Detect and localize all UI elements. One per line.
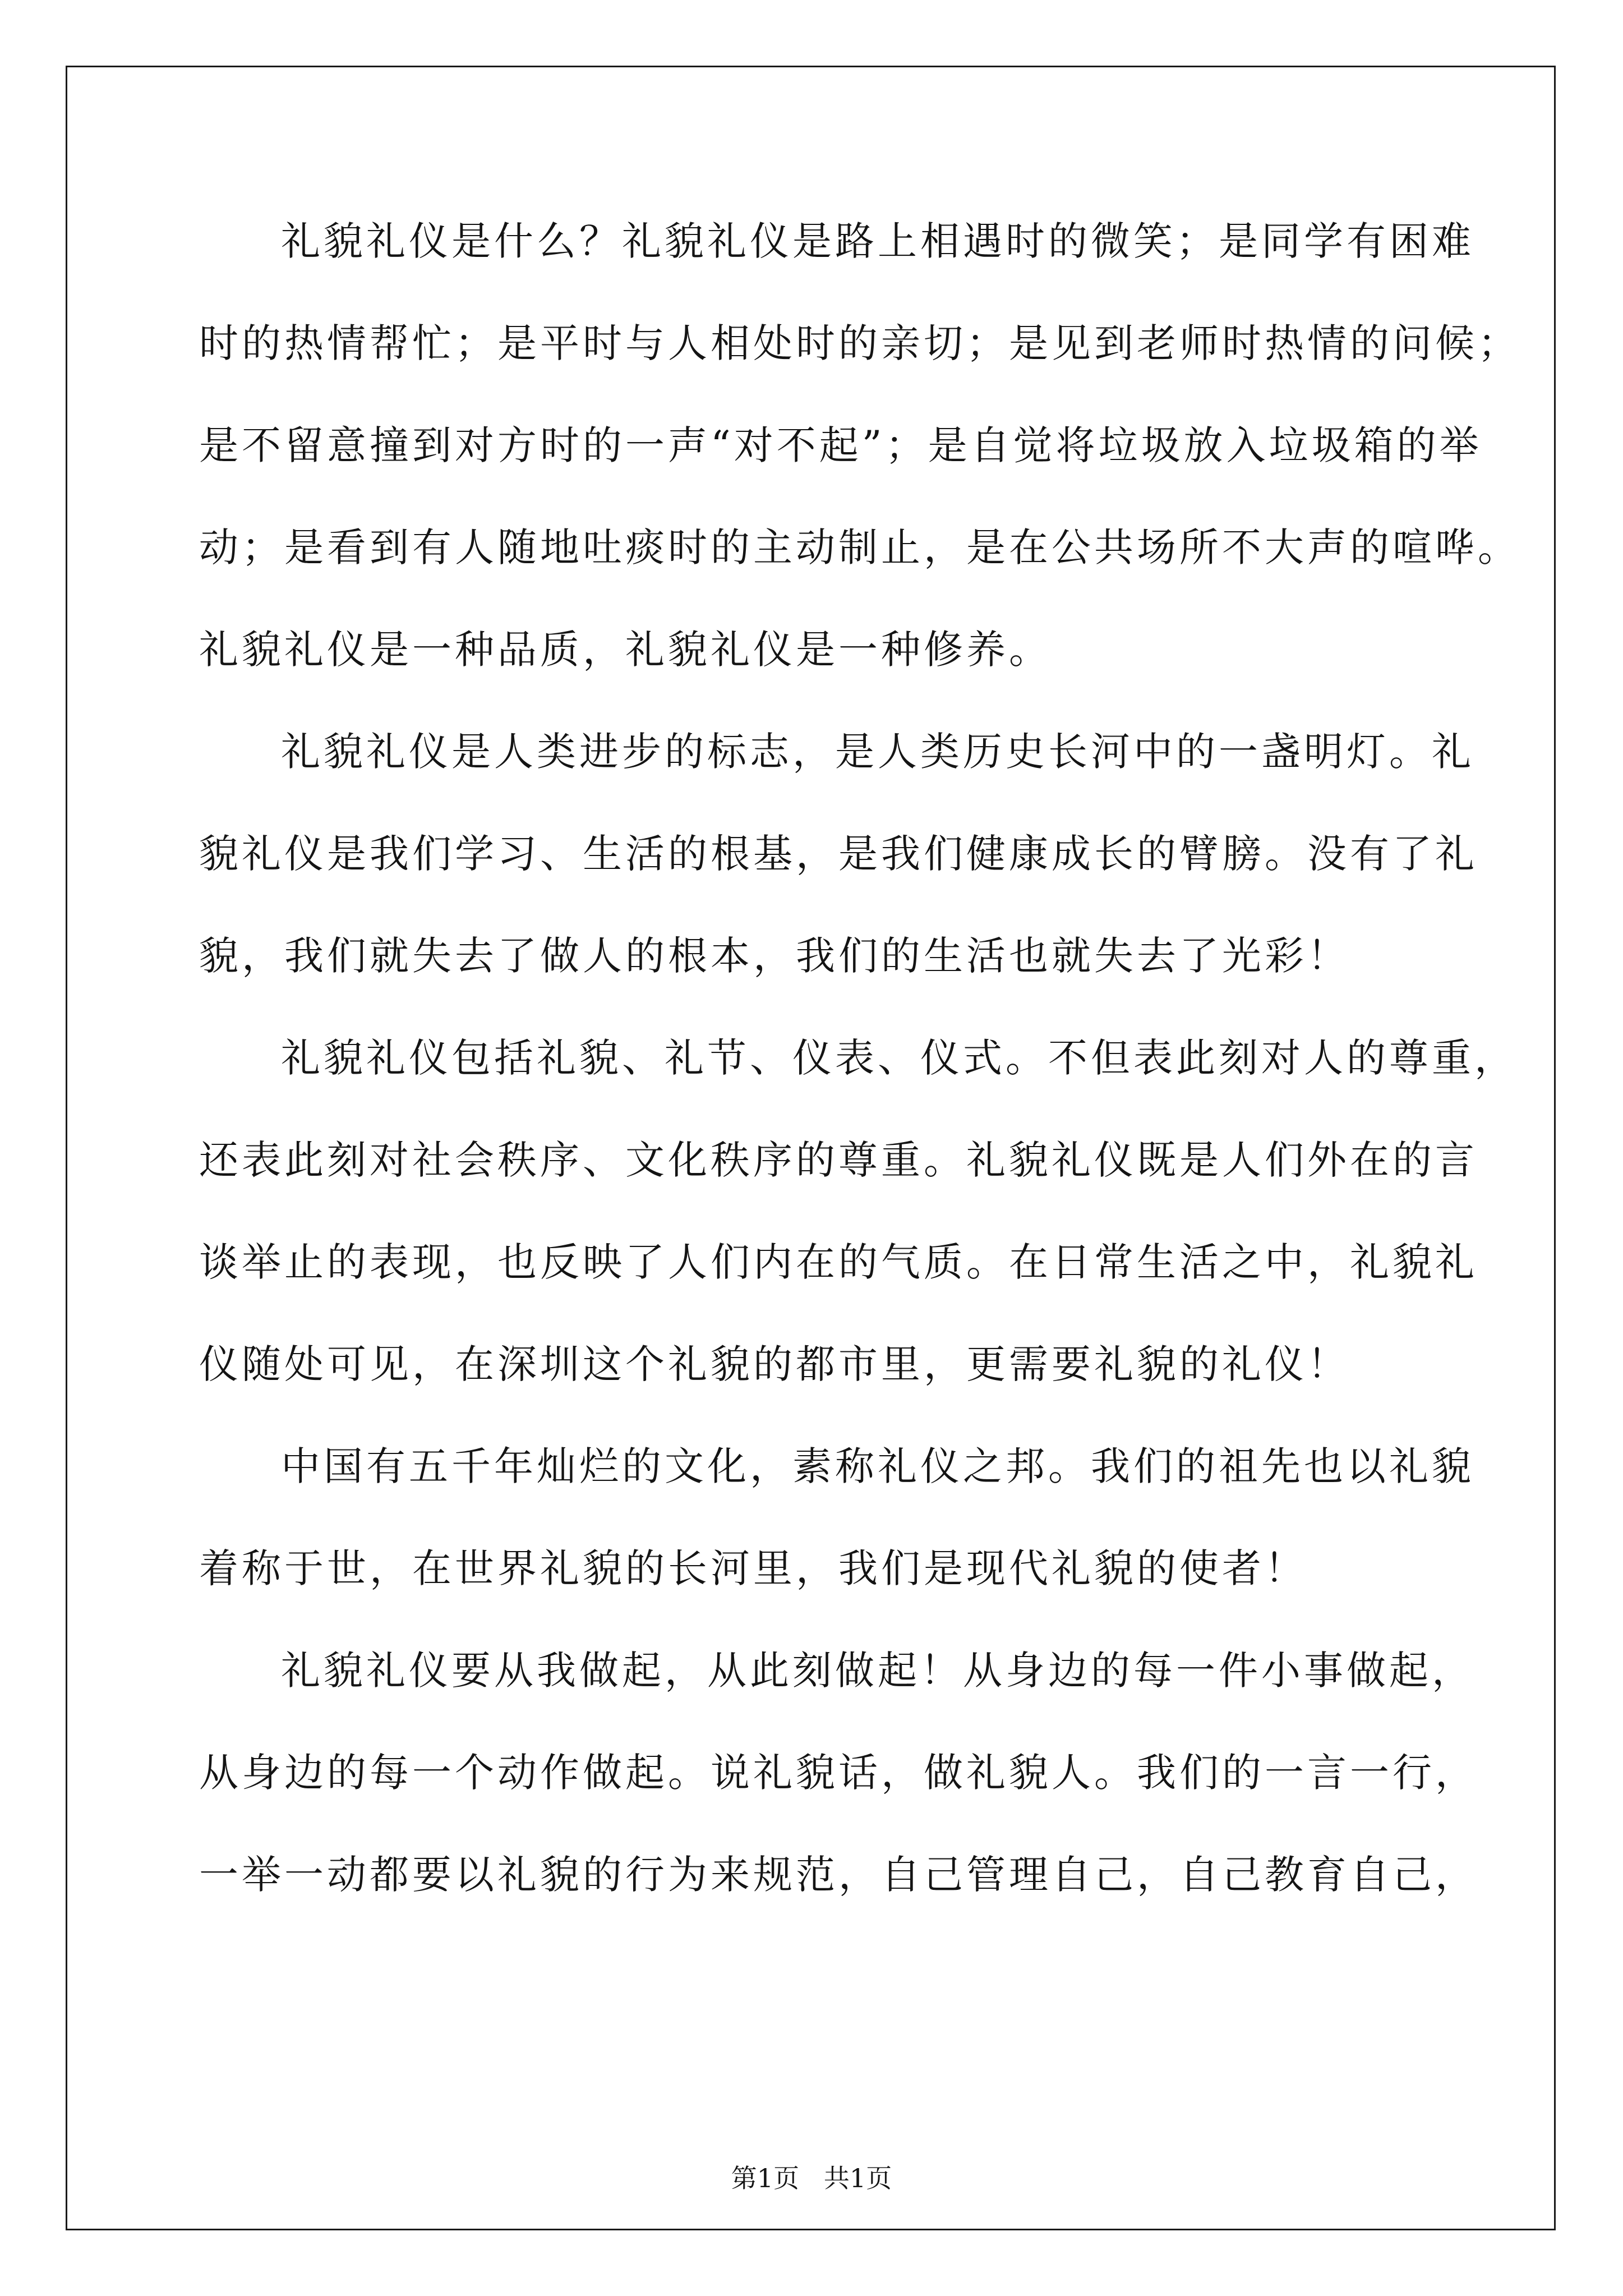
document-body <box>199 214 1520 1950</box>
text-line: 礼貌礼仪是人类进步的标志，是人类历史长河中的一盏明灯。礼 <box>281 729 1474 775</box>
text-line: 动；是看到有人随地吐痰时的主动制止，是在公共场所不大声的喧哗。 <box>199 524 1520 570</box>
text-line: 是不留意撞到对方时的一声“对不起”；是自觉将垃圾放入垃圾箱的举 <box>199 422 1482 468</box>
text-line: 时的热情帮忙；是平时与人相处时的亲切；是见到老师时热情的问候； <box>199 320 1520 366</box>
text-line: 一举一动都要以礼貌的行为来规范，自己管理自己，自己教育自己， <box>199 1852 1478 1898</box>
page-number-footer: 第1页 共1页 <box>731 2163 892 2193</box>
text-line: 从身边的每一个动作做起。说礼貌话，做礼貌人。我们的一言一行， <box>199 1750 1478 1796</box>
text-line: 礼貌礼仪包括礼貌、礼节、仪表、仪式。不但表此刻对人的尊重， <box>281 1035 1517 1081</box>
text-line: 还表此刻对社会秩序、文化秩序的尊重。礼貌礼仪既是人们外在的言 <box>199 1137 1478 1183</box>
text-line: 仪随处可见，在深圳这个礼貌的都市里，更需要礼貌的礼仪！ <box>199 1341 1350 1387</box>
text-line: 中国有五千年灿烂的文化，素称礼仪之邦。我们的祖先也以礼貌 <box>281 1443 1474 1489</box>
text-line: 貌，我们就失去了做人的根本，我们的生活也就失去了光彩！ <box>199 933 1350 979</box>
text-line: 礼貌礼仪是一种品质，礼貌礼仪是一种修养。 <box>199 627 1052 673</box>
text-line: 礼貌礼仪要从我做起，从此刻做起！从身边的每一件小事做起， <box>281 1648 1474 1694</box>
text-line: 礼貌礼仪是什么？礼貌礼仪是路上相遇时的微笑；是同学有困难 <box>281 218 1474 264</box>
text-line: 着称于世，在世界礼貌的长河里，我们是现代礼貌的使者！ <box>199 1545 1307 1591</box>
text-line: 貌礼仪是我们学习、生活的根基，是我们健康成长的臂膀。没有了礼 <box>199 831 1478 877</box>
text-line: 谈举止的表现，也反映了人们内在的气质。在日常生活之中，礼貌礼 <box>199 1239 1478 1285</box>
